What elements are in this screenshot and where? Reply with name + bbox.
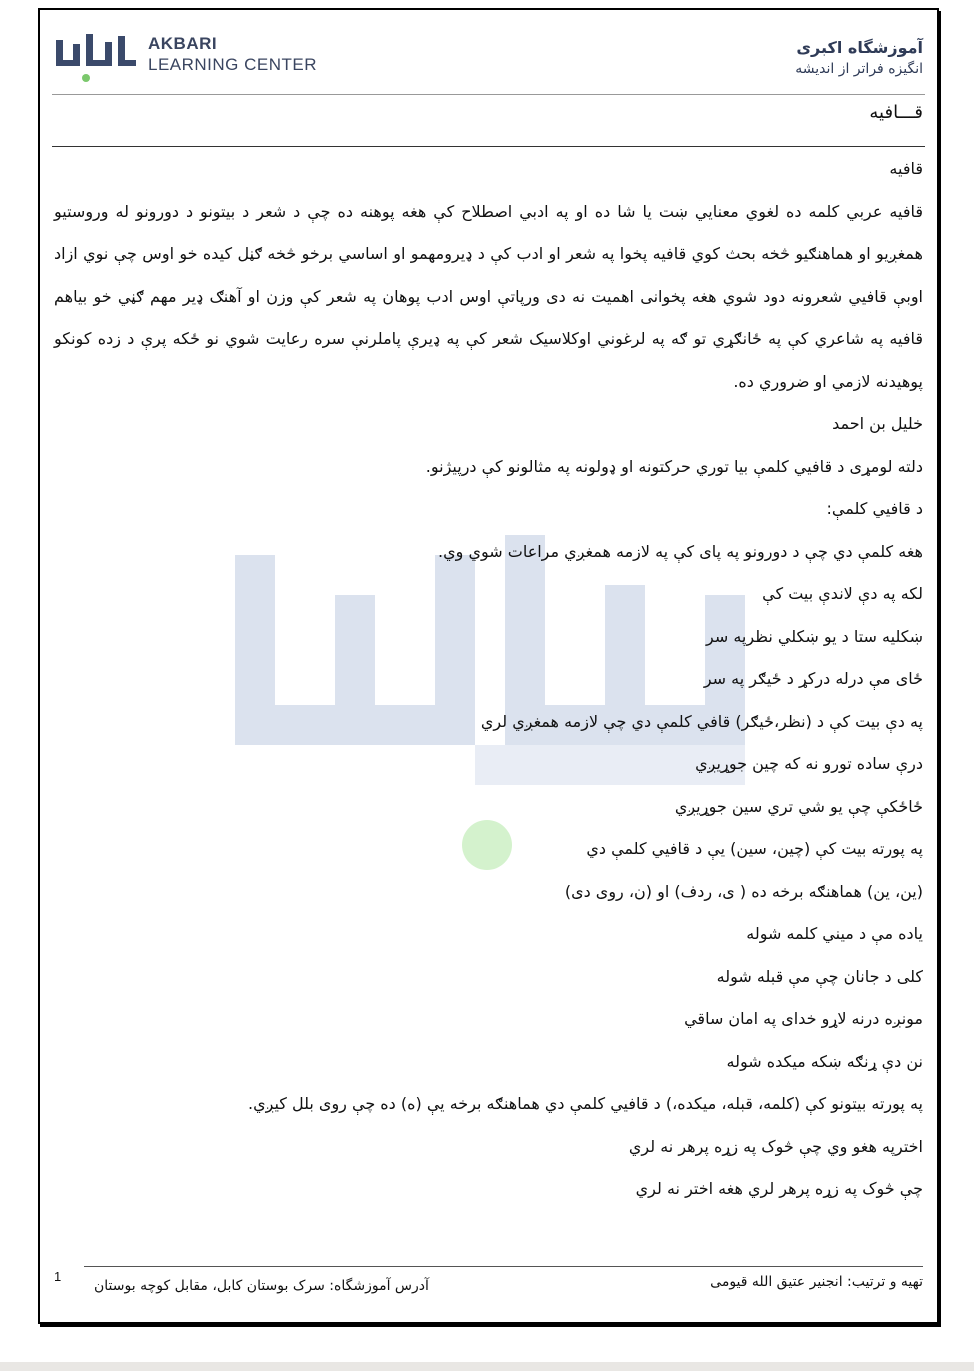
akbari-logo-icon <box>54 30 138 86</box>
verse-line: ځاځکې چې يو شي تري سين جوړيږي <box>674 796 923 816</box>
document-body <box>54 148 923 1211</box>
text-line: دلته لومړی د قافيي کلمې بيا توري حرکتونه او ډولونه په مثالونو کې درپيژنو. <box>425 456 923 476</box>
brand-name <box>148 34 317 75</box>
heading-divider <box>52 146 925 147</box>
text-line: په پورته بيتونو کې (کلمه، قبله، ميکده،) د قافيي کلمې دي هماهنګه برخه يې (ه) ده چې روی بلل کيږي. <box>248 1094 923 1113</box>
footer-author: تهيه و ترتيب: انجنير عتيق الله قيومی <box>710 1274 923 1290</box>
brand-line-2: LEARNING CENTER <box>148 55 318 74</box>
page-heading: قـــافيه <box>869 102 923 123</box>
institute-slogan: انگیزه فراتر از اندیشه <box>795 61 923 77</box>
text-line: قافيه <box>889 159 923 178</box>
brand-line-1: AKBARI <box>148 34 218 53</box>
page-number: 1 <box>54 1269 62 1284</box>
text-line: په پورته بيت کې (چين، سين) يې د قافيي کلمې دي <box>586 839 923 858</box>
footer-divider <box>84 1266 923 1267</box>
verse-line: ياده مې د ميني کلمه شوله <box>746 924 923 943</box>
viewer-bottom-strip <box>0 1362 974 1371</box>
verse-line: درې ساده تورو نه که چين جوړيږي <box>695 754 923 773</box>
verse-line: ښكليه ستا د يو ښکلي نظرپه سر <box>706 626 923 646</box>
text-line: هغه کلمې دي چې د دورونو په پای کې په لازمه همغږي مراعات شوي وي. <box>438 541 923 561</box>
text-line: په دې بيت کې د (نظر،ځيګر) قافي کلمې دي چې لازمه همغږي لري <box>480 711 923 731</box>
text-line: (ين، ين) هماهنګه برخه ده ( ی، ردف) او (ن، روی دی) <box>564 881 923 901</box>
text-line: لکه په دې لاندې بيت کې <box>762 584 923 603</box>
institute-name: آموزشگاه اکبری <box>796 38 923 57</box>
text-line: خليل بن احمد <box>832 414 923 433</box>
verse-line: چې څوک په زړه پرهر لري هغه اختر نه لري <box>635 1179 923 1198</box>
document-page <box>38 8 939 1324</box>
verse-line: نن دې ړنګه ښکه ميکده شوله <box>726 1051 923 1071</box>
verse-line: اخترپه هغو وي چې څوک په زړه پرهر نه لري <box>628 1136 923 1156</box>
verse-line: ځای مې درله درکړ د ځيګر په سر <box>703 669 923 688</box>
institute-block <box>795 38 923 77</box>
verse-line: مونږه درنه لاړو خدای په امان ساقي <box>684 1009 923 1028</box>
footer-address: آدرس آموزشگاه: سرک بوستان کابل، مقابل کوچه بوستان <box>94 1278 429 1294</box>
intro-paragraph: قافيه عربي كلمه ده لغوي معنايي ښت يا شا ده او په ادبي اصطلاح کې هغه پوهنه ده چې د شعر د بيتونو د دورونو له وروستيو همغږيو او هماهنګيو څخه بحث كوي قافيه پخوا په شعر او ادب کې د ډيرومهمو او اساسي برخو څخه ګڼل کيده خو اوس چې نوي ازاد اوبې قافيي شعرونه دود شوي هغه پخوانی اهميت نه دی ورپاتې اوس ادب پوهان په شعر کې وزن او آهنګ ډير مهم ګڼي خو بياهم قافيه په شاعري کې په ځانګړي تو ګه په لرغوني اوكلاسيک شعر کې په ډيرې پاملرنې سره رعايت شوي نو ځکه پرې د زده کونکو پوهيدنه لازمي او ضروري ده. <box>54 201 923 391</box>
page-header <box>52 22 925 95</box>
text-line: د قافيي کلمې: <box>826 499 923 518</box>
verse-line: کلی د جانان چې مې قبله شوله <box>716 966 923 986</box>
